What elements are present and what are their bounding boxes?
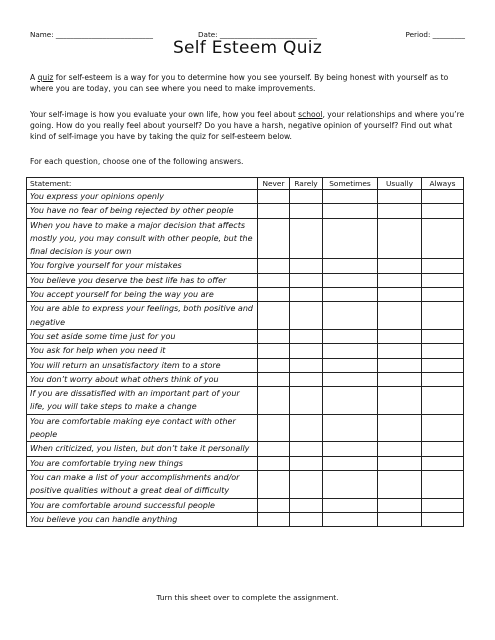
answer-cell-rarely[interactable] — [290, 498, 323, 512]
intro-p1-before: A — [30, 73, 38, 82]
statement-cell: If you are dissatisfied with an important part of your life, you will take steps to make a change — [27, 387, 258, 415]
answer-cell-usually[interactable] — [378, 358, 422, 372]
answer-cell-rarely[interactable] — [290, 190, 323, 204]
answer-cell-rarely[interactable] — [290, 288, 323, 302]
answer-cell-never[interactable] — [258, 302, 290, 330]
answer-cell-usually[interactable] — [378, 218, 422, 259]
answer-cell-sometimes[interactable] — [323, 372, 378, 386]
answer-cell-never[interactable] — [258, 259, 290, 273]
table-row — [27, 498, 464, 512]
answer-cell-never[interactable] — [258, 204, 290, 218]
table-row — [27, 456, 464, 470]
answer-cell-sometimes[interactable] — [323, 302, 378, 330]
answer-cell-sometimes[interactable] — [323, 387, 378, 415]
answer-cell-rarely[interactable] — [290, 414, 323, 442]
table-row — [27, 470, 464, 498]
intro-p2-after: , your relationships and where you’re going. How do you really feel about yourself? Do you have a harsh, negative opinion of yourself? Find out what kind of self-image you have by taking the quiz for self-esteem below. — [30, 110, 465, 141]
answer-cell-always[interactable] — [422, 259, 464, 273]
statement-cell: You ask for help when you need it — [27, 344, 258, 358]
answer-cell-usually[interactable] — [378, 259, 422, 273]
answer-cell-usually[interactable] — [378, 456, 422, 470]
intro-p2-before: Your self-image is how you evaluate your own life, how you feel about — [30, 110, 299, 119]
answer-cell-never[interactable] — [258, 190, 290, 204]
statement-cell: You are able to express your feelings, both positive and negative — [27, 302, 258, 330]
answer-cell-rarely[interactable] — [290, 442, 323, 456]
answer-cell-usually[interactable] — [378, 273, 422, 287]
page-title: Self Esteem Quiz — [172, 38, 323, 58]
answer-cell-never[interactable] — [258, 218, 290, 259]
quiz-body — [27, 190, 464, 527]
answer-cell-never[interactable] — [258, 344, 290, 358]
statement-cell: You will return an unsatisfactory item to a store — [27, 358, 258, 372]
table-row — [27, 288, 464, 302]
answer-cell-usually[interactable] — [378, 470, 422, 498]
column-header-usually: Usually — [378, 178, 422, 190]
answer-cell-usually[interactable] — [378, 372, 422, 386]
column-header-sometimes: Sometimes — [323, 178, 378, 190]
answer-cell-sometimes[interactable] — [323, 512, 378, 526]
table-row — [27, 387, 464, 415]
answer-cell-never[interactable] — [258, 372, 290, 386]
answer-cell-always[interactable] — [422, 344, 464, 358]
answer-cell-rarely[interactable] — [290, 259, 323, 273]
answer-cell-usually[interactable] — [378, 498, 422, 512]
answer-cell-usually[interactable] — [378, 204, 422, 218]
statement-cell: You forgive yourself for your mistakes — [27, 259, 258, 273]
answer-cell-always[interactable] — [422, 329, 464, 343]
column-header-always: Always — [422, 178, 464, 190]
answer-cell-always[interactable] — [422, 387, 464, 415]
answer-cell-usually[interactable] — [378, 442, 422, 456]
answer-cell-sometimes[interactable] — [323, 288, 378, 302]
answer-cell-never[interactable] — [258, 288, 290, 302]
statement-cell: You set aside some time just for you — [27, 329, 258, 343]
answer-cell-always[interactable] — [422, 442, 464, 456]
answer-cell-always[interactable] — [422, 218, 464, 259]
answer-cell-always[interactable] — [422, 512, 464, 526]
statement-cell: You are comfortable making eye contact with other people — [27, 414, 258, 442]
statement-cell: When you have to make a major decision that affects mostly you, you may consult with other people, but the final decision is your own — [27, 218, 258, 259]
answer-cell-sometimes[interactable] — [323, 442, 378, 456]
footer-note: Turn this sheet over to complete the assignment. — [156, 593, 339, 602]
statement-cell: You are comfortable around successful people — [27, 498, 258, 512]
answer-cell-always[interactable] — [422, 273, 464, 287]
answer-cell-rarely[interactable] — [290, 387, 323, 415]
answer-cell-always[interactable] — [422, 204, 464, 218]
answer-cell-never[interactable] — [258, 358, 290, 372]
answer-cell-rarely[interactable] — [290, 302, 323, 330]
instruction-text: For each question, choose one of the following answers. — [30, 157, 244, 166]
answer-cell-never[interactable] — [258, 414, 290, 442]
answer-cell-always[interactable] — [422, 498, 464, 512]
period-field: Period: _________ — [405, 30, 465, 39]
table-row — [27, 329, 464, 343]
statement-cell: You accept yourself for being the way you are — [27, 288, 258, 302]
answer-cell-rarely[interactable] — [290, 344, 323, 358]
answer-cell-rarely[interactable] — [290, 218, 323, 259]
answer-cell-usually[interactable] — [378, 414, 422, 442]
table-row — [27, 512, 464, 526]
intro-paragraph-1 — [30, 72, 466, 94]
answer-cell-usually[interactable] — [378, 190, 422, 204]
answer-cell-never[interactable] — [258, 387, 290, 415]
column-header-statement: Statement: — [27, 178, 258, 190]
answer-cell-always[interactable] — [422, 288, 464, 302]
answer-cell-usually[interactable] — [378, 329, 422, 343]
table-row — [27, 273, 464, 287]
answer-cell-usually[interactable] — [378, 512, 422, 526]
answer-cell-always[interactable] — [422, 358, 464, 372]
answer-cell-sometimes[interactable] — [323, 190, 378, 204]
answer-cell-rarely[interactable] — [290, 358, 323, 372]
table-row — [27, 190, 464, 204]
answer-cell-always[interactable] — [422, 372, 464, 386]
answer-cell-sometimes[interactable] — [323, 344, 378, 358]
answer-cell-sometimes[interactable] — [323, 218, 378, 259]
statement-cell: You have no fear of being rejected by other people — [27, 204, 258, 218]
answer-cell-never[interactable] — [258, 329, 290, 343]
answer-cell-sometimes[interactable] — [323, 329, 378, 343]
answer-cell-sometimes[interactable] — [323, 204, 378, 218]
school-link[interactable]: school — [298, 110, 323, 119]
statement-cell: You believe you can handle anything — [27, 512, 258, 526]
answer-cell-always[interactable] — [422, 302, 464, 330]
table-row — [27, 204, 464, 218]
statement-cell: When criticized, you listen, but don’t take it personally — [27, 442, 258, 456]
statement-cell: You can make a list of your accomplishments and/or positive qualities without a great deal of difficulty — [27, 470, 258, 498]
answer-cell-sometimes[interactable] — [323, 456, 378, 470]
table-row — [27, 414, 464, 442]
answer-cell-usually[interactable] — [378, 387, 422, 415]
answer-cell-rarely[interactable] — [290, 204, 323, 218]
statement-cell: You believe you deserve the best life has to offer — [27, 273, 258, 287]
answer-cell-rarely[interactable] — [290, 456, 323, 470]
answer-cell-always[interactable] — [422, 470, 464, 498]
answer-cell-usually[interactable] — [378, 302, 422, 330]
answer-cell-sometimes[interactable] — [323, 470, 378, 498]
answer-cell-sometimes[interactable] — [323, 498, 378, 512]
table-row — [27, 442, 464, 456]
answer-cell-rarely[interactable] — [290, 372, 323, 386]
table-row — [27, 344, 464, 358]
quiz-link[interactable]: quiz — [37, 73, 54, 82]
answer-cell-rarely[interactable] — [290, 273, 323, 287]
table-row — [27, 372, 464, 386]
name-field: Name: ___________________________ — [30, 30, 153, 39]
answer-cell-usually[interactable] — [378, 344, 422, 358]
table-row — [27, 302, 464, 330]
answer-cell-sometimes[interactable] — [323, 414, 378, 442]
answer-cell-sometimes[interactable] — [323, 259, 378, 273]
column-header-never: Never — [258, 178, 290, 190]
table-header-row — [27, 178, 464, 190]
answer-cell-always[interactable] — [422, 190, 464, 204]
answer-cell-always[interactable] — [422, 456, 464, 470]
answer-cell-rarely[interactable] — [290, 329, 323, 343]
table-row — [27, 218, 464, 259]
table-row — [27, 358, 464, 372]
statement-cell: You express your opinions openly — [27, 190, 258, 204]
statement-cell: You are comfortable trying new things — [27, 456, 258, 470]
answer-cell-always[interactable] — [422, 414, 464, 442]
intro-p1-after: for self-esteem is a way for you to determine how you see yourself. By being honest with yourself as to where you are today, you can see where you need to make improvements. — [30, 73, 449, 93]
answer-cell-never[interactable] — [258, 273, 290, 287]
answer-cell-never[interactable] — [258, 470, 290, 498]
answer-cell-sometimes[interactable] — [323, 358, 378, 372]
answer-cell-never[interactable] — [258, 512, 290, 526]
answer-cell-never[interactable] — [258, 498, 290, 512]
date-field: Date: ___________________________ — [198, 30, 317, 39]
answer-cell-rarely[interactable] — [290, 470, 323, 498]
table-row — [27, 259, 464, 273]
statement-cell: You don’t worry about what others think of you — [27, 372, 258, 386]
answer-cell-never[interactable] — [258, 456, 290, 470]
answer-cell-usually[interactable] — [378, 288, 422, 302]
column-header-rarely: Rarely — [290, 178, 323, 190]
answer-cell-rarely[interactable] — [290, 512, 323, 526]
answer-cell-never[interactable] — [258, 442, 290, 456]
answer-cell-sometimes[interactable] — [323, 273, 378, 287]
intro-paragraph-2 — [30, 109, 466, 142]
self-esteem-quiz-table — [26, 177, 464, 527]
